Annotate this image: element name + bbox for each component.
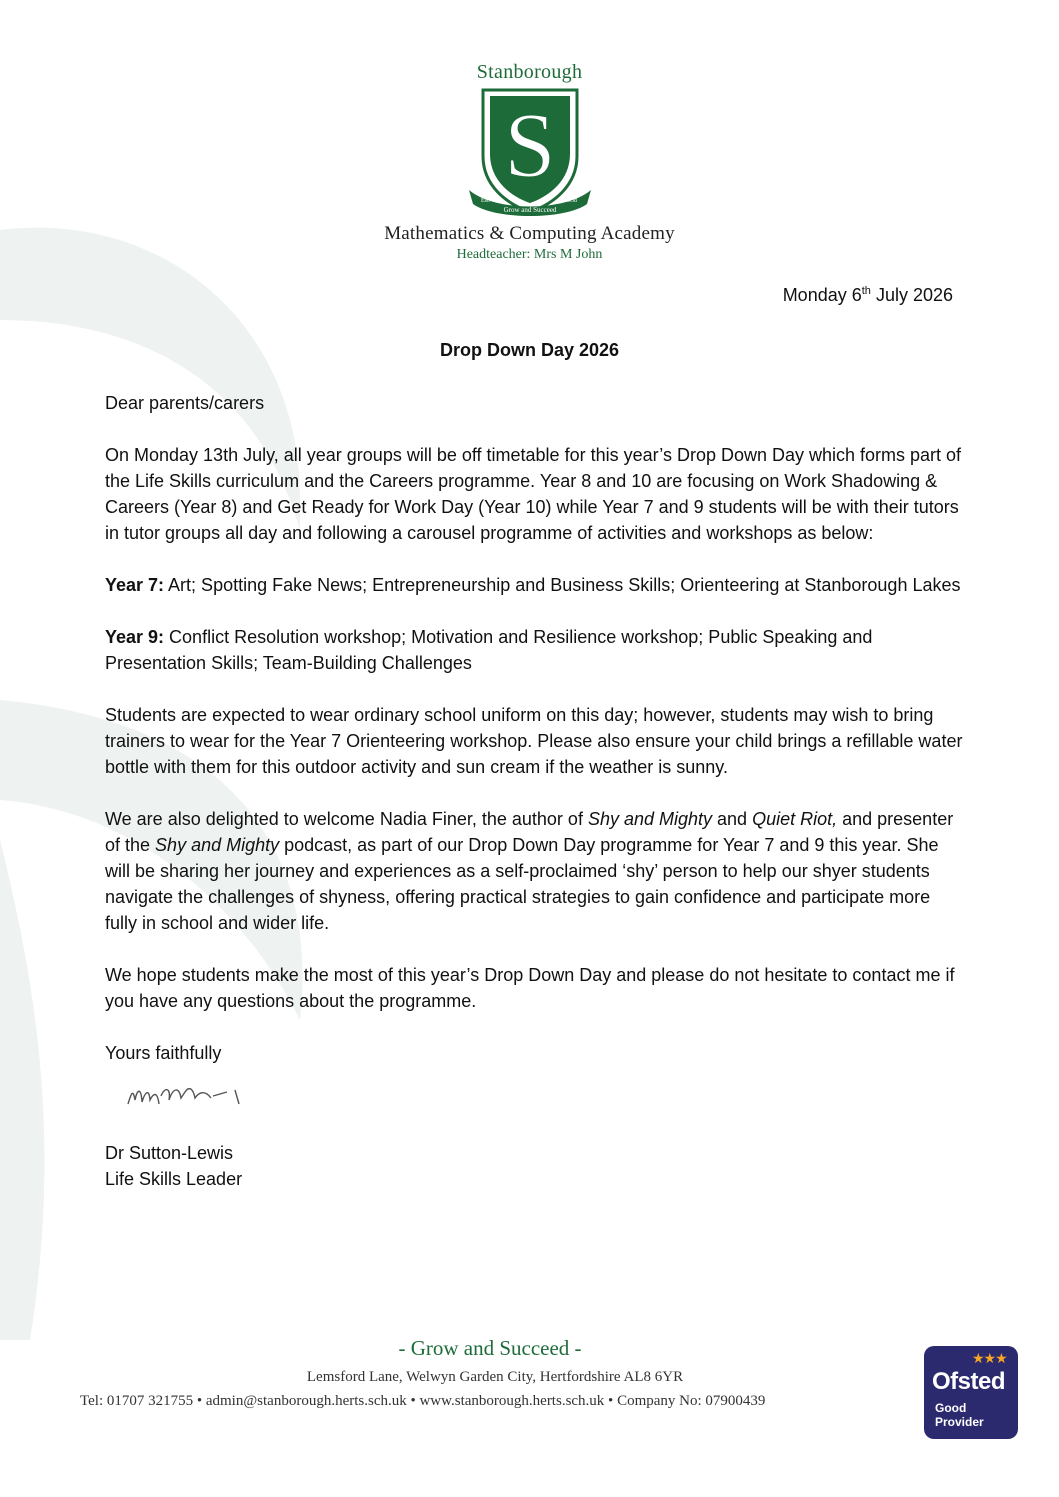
year9-paragraph: Year 9: Conflict Resolution workshop; Motivation and Resilience workshop; Public Speaking and Presentation Skills; Team-Building Challenges — [105, 627, 873, 673]
signoff: Yours faithfully — [105, 1043, 222, 1063]
salutation: Dear parents/carers — [105, 393, 265, 413]
intro-paragraph: On Monday 13th July, all year groups will be off timetable for this year’s Drop Down Day which forms part of the Life Skills curriculum and the Careers programme. Year 8 and 10 are focusing on Work Shadowing & Careers (Year 8) and Get Ready for Work Day (Year 10) while Year 7 and 9 students will be with their tutors in tutor groups all day and following a carousel programme of activities and workshops as below: — [105, 445, 962, 543]
ofsted-brand: Ofsted — [932, 1368, 1006, 1395]
school-name: Stanborough — [476, 61, 583, 83]
ofsted-rating: Good Provider — [935, 1401, 984, 1429]
uniform-paragraph: Students are expected to wear ordinary school uniform on this day; however, students may wish to bring trainers to wear for the Year 7 Orienteering workshop. Please also ensure your child brings a refillable water bottle with them for this outdoor activity and sun cream if the weather is sunny. — [105, 705, 963, 777]
svg-text:Grow and Succeed: Grow and Succeed — [503, 206, 556, 214]
speaker-paragraph: We are also delighted to welcome Nadia Finer, the author of Shy and Mighty and Quiet Riot, and presenter of the Shy and Mighty podcast, as part of our Drop Down Day programme for Year 7 and 9 this year. She will be sharing her journey and experiences as a self-proclaimed ‘shy’ person to help our shyer students navigate the challenges of shyness, offering practical strategies to gain confidence and participate more fully in school and wider life. — [105, 809, 954, 933]
footer-contact: Tel: 01707 321755 • admin@stanborough.herts.sch.uk • www.stanborough.herts.sch.uk • Company No: 07900439 — [80, 1393, 766, 1409]
letter-body — [105, 390, 965, 1192]
footer-motto: - Grow and Succeed - — [398, 1336, 582, 1360]
year7-paragraph: Year 7: Art; Spotting Fake News; Entrepreneurship and Business Skills; Orienteering at Stanborough Lakes — [105, 575, 961, 595]
closing-paragraph: We hope students make the most of this year’s Drop Down Day and please do not hesitate to contact me if you have any questions about the programme. — [105, 965, 955, 1011]
school-crest-logo — [465, 86, 595, 216]
signatory-name: Dr Sutton-Lewis — [105, 1143, 234, 1163]
signature-block — [105, 1140, 965, 1192]
svg-text:1958: 1958 — [564, 198, 577, 204]
handwritten-signature — [123, 1074, 253, 1114]
svg-text:S: S — [503, 94, 556, 196]
letter-subject: Drop Down Day 2026 — [439, 340, 620, 360]
ofsted-badge — [924, 1346, 1018, 1439]
footer-address: Lemsford Lane, Welwyn Garden City, Hertfordshire AL8 6YR — [306, 1369, 684, 1385]
letter-date: Monday 6th July 2026 — [782, 285, 953, 305]
letterhead — [0, 60, 1059, 264]
ofsted-stars-icon: ★★★ — [972, 1350, 1007, 1366]
svg-text:Est.: Est. — [480, 198, 490, 204]
headteacher-line: Headteacher: Mrs M John — [456, 247, 603, 262]
year9-label: Year 9: — [105, 627, 165, 647]
academy-name: Mathematics & Computing Academy — [384, 223, 675, 244]
signatory-role: Life Skills Leader — [105, 1169, 243, 1189]
year7-label: Year 7: — [105, 575, 165, 595]
